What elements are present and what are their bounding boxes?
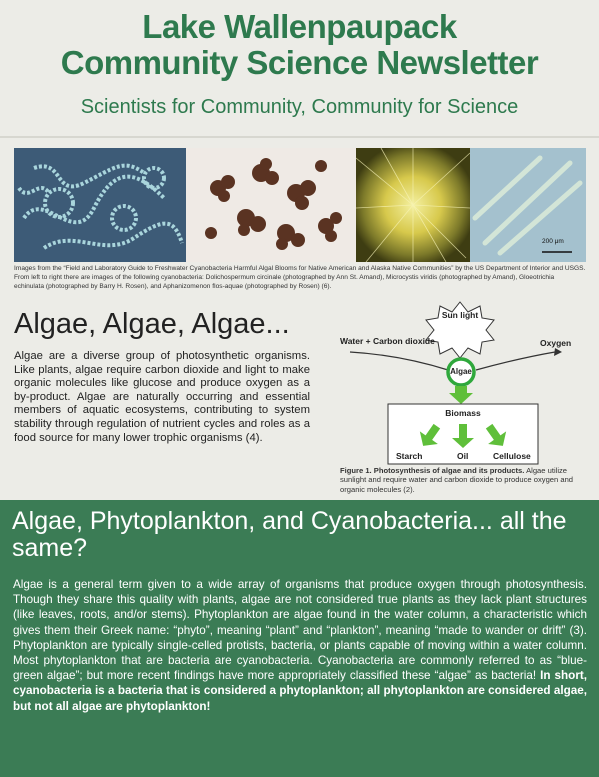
starch-label: Starch [396, 451, 423, 461]
cellulose-label: Cellulose [493, 451, 531, 461]
algae-label: Algae [450, 367, 472, 376]
section2-summary: In short, cyanobacteria is a bacteria that is considered a phytoplankton; all phytoplankton are considered algae, but not all algae are phytoplankton! [13, 669, 588, 713]
biomass-label: Biomass [445, 408, 481, 418]
section1-body: Algae are a diverse group of photosynthetic organisms. Like plants, algae require carbon dioxide and light to make organic molecules like glucose and produce oxygen as a by-product. Algae are naturally occurring and essential members of aquatic ecosystems, contributing to system stability through regulation of nutrient cycles and roles as a food source for many lower trophic organisms (4). [14, 350, 310, 444]
scale-bar-label: 200 μm [542, 238, 564, 245]
photosynthesis-diagram [330, 300, 590, 470]
oil-label: Oil [457, 451, 469, 461]
header-divider [0, 136, 599, 138]
cyanobacteria-section [0, 500, 599, 777]
photo-dolichospermum [14, 148, 186, 262]
newsletter-title-line1: Lake Wallenpaupack [142, 8, 457, 45]
photo-strip [14, 148, 586, 262]
section2-body: Algae is a general term given to a wide array of organisms that produce oxygen through photosynthesis. Though they share this quality with plants, algae are not considered true plants as they lack plant structures (like leaves, roots, and/or stems). Phytoplankton are algae found in the water column, a characteristic which gives them their Greek name: “phyto”, meaning “plant” and “plankton”, meaning “made to wander or drift” (3). Phytoplankton are typically single-celled protists, bacteria, or plants capable of moving within a water column. Most phytoplankton that are bacteria are cyanobacteria. Cyanobacteria are commonly referred to as “blue-green algae”; but more recent findings have more appropriately classified these “algae” as bacteria! In short, cyanobacteria is a bacteria that is considered a phytoplankton; all phytoplankton are considered algae, but not all algae are phytoplankton! [13, 578, 588, 713]
section1-heading: Algae, Algae, Algae... [14, 308, 290, 340]
input-label: Water + Carbon dioxide [340, 336, 435, 346]
photo-caption: Images from the “Field and Laboratory Guide to Freshwater Cyanobacteria Harmful Algal Blooms for Native American and Alaska Native Communities” by the US Department of Interior and USGS. From left to right there are images of the following cyanobacteria: Dolichospermum circinale (photographed by Ann St. Amand), Microcystis viridis (photographed by Amand), Gloeotrichia echinulata (photographed by Barry H. Rosen), and Aphanizomenon flos-aquae (photographed by Rosen) (6). [14, 265, 586, 290]
photo-microcystis [186, 148, 356, 262]
photo-gloeotrichia [356, 148, 470, 262]
sun-label: Sun light [441, 310, 479, 320]
figure-caption: Figure 1. Photosynthesis of algae and its products. Algae utilize sunlight and require water and carbon dioxide to produce oxygen and organic molecules (2). [340, 466, 574, 494]
section2-heading: Algae, Phytoplankton, and Cyanobacteria... all the same? [12, 507, 567, 562]
output-label: Oxygen [540, 338, 572, 348]
photo-aphanizomenon [470, 148, 586, 262]
newsletter-title-line2: Community Science Newsletter [60, 44, 539, 81]
tagline: Scientists for Community, Community for Science [80, 96, 519, 118]
